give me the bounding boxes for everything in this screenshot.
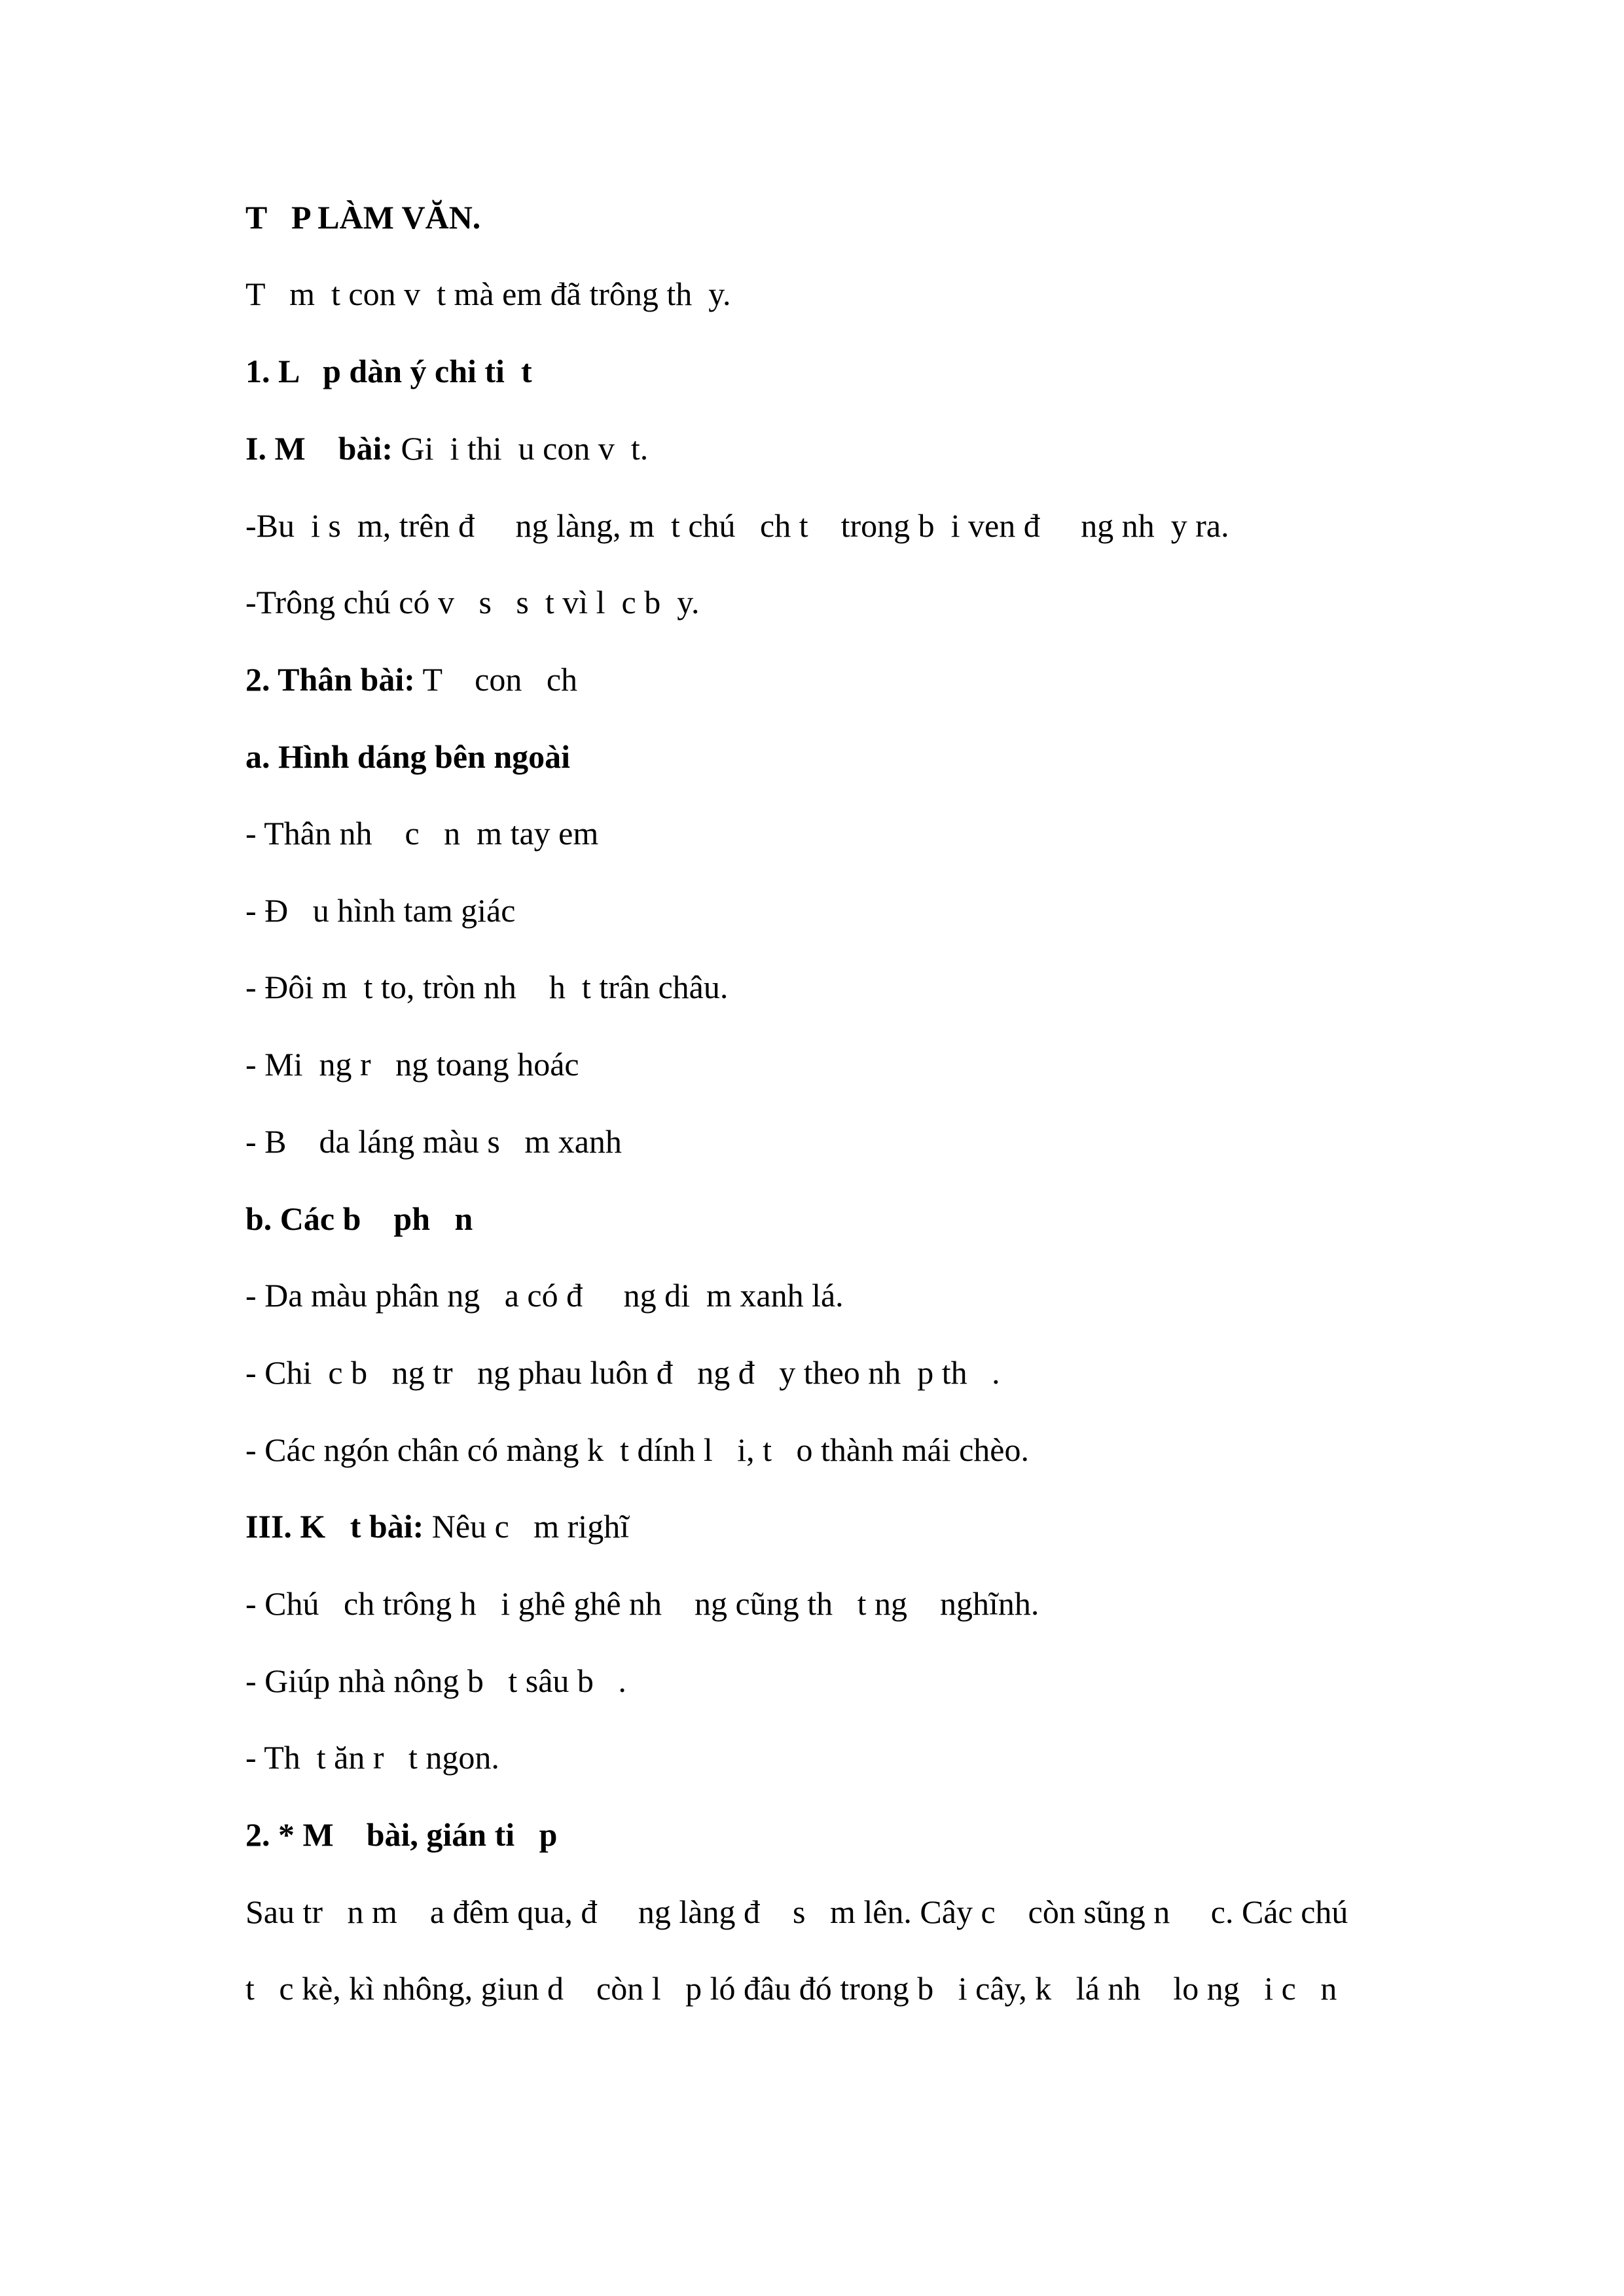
part-a-item: - Đ u hình tam giác <box>245 892 516 929</box>
section-1-title: 1. L p dàn ý chi ti t <box>245 353 532 389</box>
essay-prompt: T m t con v t mà em đã trông th y. <box>245 276 731 312</box>
paragraph-line: Sau tr n m a đêm qua, đ ng làng đ s m lên. Cây c còn sũng n c. Các chú <box>245 1893 1348 1930</box>
ket-bai-item: - Th t ăn r t ngon. <box>245 1739 499 1776</box>
than-bai-line <box>245 660 577 699</box>
ket-bai-item: - Giúp nhà nông b t sâu b . <box>245 1662 626 1699</box>
part-a-title: a. Hình dáng bên ngoài <box>245 738 571 775</box>
mo-bai-text: Gi i thi u con v t. <box>393 430 649 467</box>
paragraph-line: t c kè, kì nhông, giun d còn l p ló đâu đó trong b i cây, k lá nh lo ng i c n <box>245 1970 1337 2007</box>
part-b-item: - Chi c b ng tr ng phau luôn đ ng đ y theo nh p th . <box>245 1354 1000 1391</box>
ket-bai-item: - Chú ch trông h i ghê ghê nh ng cũng th t ng nghĩnh. <box>245 1585 1039 1622</box>
part-b-item: - Các ngón chân có màng k t dính l i, t o thành mái chèo. <box>245 1431 1029 1468</box>
than-bai-label: 2. Thân bài: <box>245 661 415 698</box>
part-a-item: - Thân nh c n m tay em <box>245 815 599 852</box>
part-b-title: b. Các b ph n <box>245 1200 473 1237</box>
than-bai-text: T con ch <box>414 661 578 698</box>
mo-bai-label: I. M bài: <box>245 430 393 467</box>
mo-bai-item: -Trông chú có v s s t vì l c b y. <box>245 584 700 620</box>
part-a-item: - B da láng màu s m xanh <box>245 1123 622 1160</box>
ket-bai-label: III. K t bài: <box>245 1508 424 1545</box>
document-heading: T P LÀM VĂN. <box>245 199 481 236</box>
ket-bai-line <box>245 1507 629 1546</box>
part-b-item: - Da màu phân ng a có đ ng di m xanh lá. <box>245 1277 844 1314</box>
mo-bai-item: -Bu i s m, trên đ ng làng, m t chú ch t trong b i ven đ ng nh y ra. <box>245 507 1229 544</box>
ket-bai-text: Nêu c m righĩ <box>424 1508 630 1545</box>
section-2-title: 2. * M bài, gián ti p <box>245 1816 558 1853</box>
mo-bai-line <box>245 429 648 468</box>
part-a-item: - Mi ng r ng toang hoác <box>245 1046 579 1083</box>
part-a-item: - Đôi m t to, tròn nh h t trân châu. <box>245 969 729 1005</box>
